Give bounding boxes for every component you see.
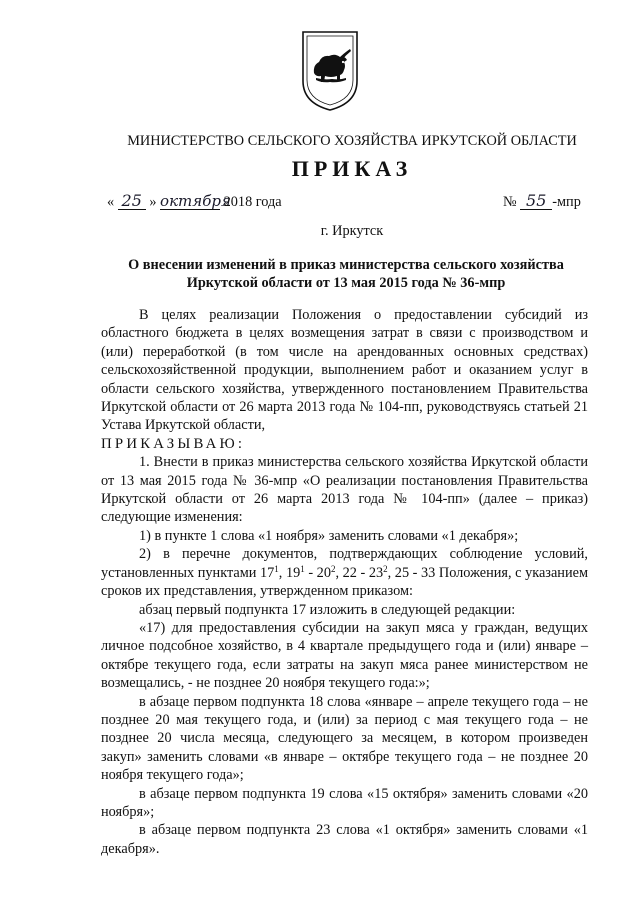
order-subject: [104, 256, 588, 292]
superscript-2: 1: [300, 563, 305, 574]
superscript-4: 2: [383, 563, 388, 574]
item-1: 1. Внести в приказ министерства сельского хозяйства Иркутской области от 13 мая 2015 года № 36-мпр «О реализации постановления Правительства Иркутской области от 26 марта 2013 года № 104-пп» (далее – приказ) следующие изменения:: [101, 454, 588, 526]
subject-line-1: О внесении изменений в приказ министерства сельского хозяйства: [128, 257, 564, 273]
paragraph-a: абзац первый подпункта 17 изложить в следующей редакции:: [139, 601, 516, 618]
paragraph-e: в абзаце первом подпункта 23 слова «1 октября» заменить словами «1 декабря».: [101, 822, 588, 857]
subject-line-2: Иркутской области от 13 мая 2015 года № 36-мпр: [186, 275, 506, 291]
date-open-quote: «: [107, 194, 115, 210]
intro-paragraph: В целях реализации Положения о предоставлении субсидий из областного бюджета в целях возмещения затрат в связи с производством и (или) переработкой (в том числе на арендованных основных средствах) сельскохозяйственной продукции, выполнением работ и оказанием услуг в области сельского хозяйства, утвержденного постановлением Правительства Иркутской области от 26 марта 2013 года № 104-пп, руководствуясь статьей 21 Устава Иркутской области,: [101, 307, 588, 434]
subitem-2-text-e: , 25 - 33 Положения, с указанием сроков их представления, утвержденном приказом:: [101, 564, 588, 600]
date-day-handwritten: 25: [118, 193, 146, 210]
superscript-1: 1: [274, 563, 279, 574]
subitem-2-text-b: , 19: [278, 564, 301, 581]
subitem-2-text-d: , 22 - 23: [335, 564, 384, 581]
date-close-quote: »: [149, 194, 157, 210]
document-type-title: ПРИКАЗ: [291, 156, 413, 181]
city-name: г. Иркутск: [320, 223, 384, 239]
number-suffix: -мпр: [552, 194, 581, 210]
subitem-2-text-a: 2) в перечне документов, подтверждающих соблюдение условий, установленных пунктами 17: [101, 546, 588, 581]
number-handwritten: 55: [520, 193, 552, 210]
date-year: 2018 года: [223, 194, 282, 210]
item-1-subitem-2: [101, 545, 588, 600]
order-number: [503, 193, 581, 211]
order-date: [107, 193, 282, 211]
number-prefix: №: [503, 194, 517, 210]
paragraph-c: в абзаце первом подпункта 18 слова «январе – апреле текущего года – не позднее 20 мая текущего года, и (или) за период с мая текущего года – не позднее 20 числа месяца, следующего за месяцем, в котором произведен закуп» заменить словами «в январе – октябре текущего года – не позднее 20 ноября текущего года»;: [101, 693, 588, 784]
date-month-handwritten: октября: [160, 192, 231, 210]
order-verb: ПРИКАЗЫВАЮ:: [101, 435, 246, 452]
paragraph-b: «17) для предоставления субсидии на закуп мяса у граждан, ведущих личное подсобное хозяйство, в 4 квартале предыдущего года и (или) январе – октябре текущего года, если затраты на закуп мяса ранее министерством не возмещались, - не позднее 20 ноября текущего года:»;: [101, 619, 588, 692]
item-1-subitem-1: 1) в пункте 1 слова «1 ноября» заменить словами «1 декабря»;: [139, 527, 519, 544]
subitem-2-text-c: - 20: [304, 564, 331, 581]
superscript-3: 2: [330, 563, 336, 574]
paragraph-d: в абзаце первом подпункта 19 слова «15 октября» заменить словами «20 ноября»;: [101, 785, 588, 820]
order-body: [101, 306, 588, 858]
coat-of-arms-icon: [300, 29, 360, 113]
ministry-name: МИНИСТЕРСТВО СЕЛЬСКОГО ХОЗЯЙСТВА ИРКУТСКОЙ ОБЛАСТИ: [127, 133, 577, 149]
